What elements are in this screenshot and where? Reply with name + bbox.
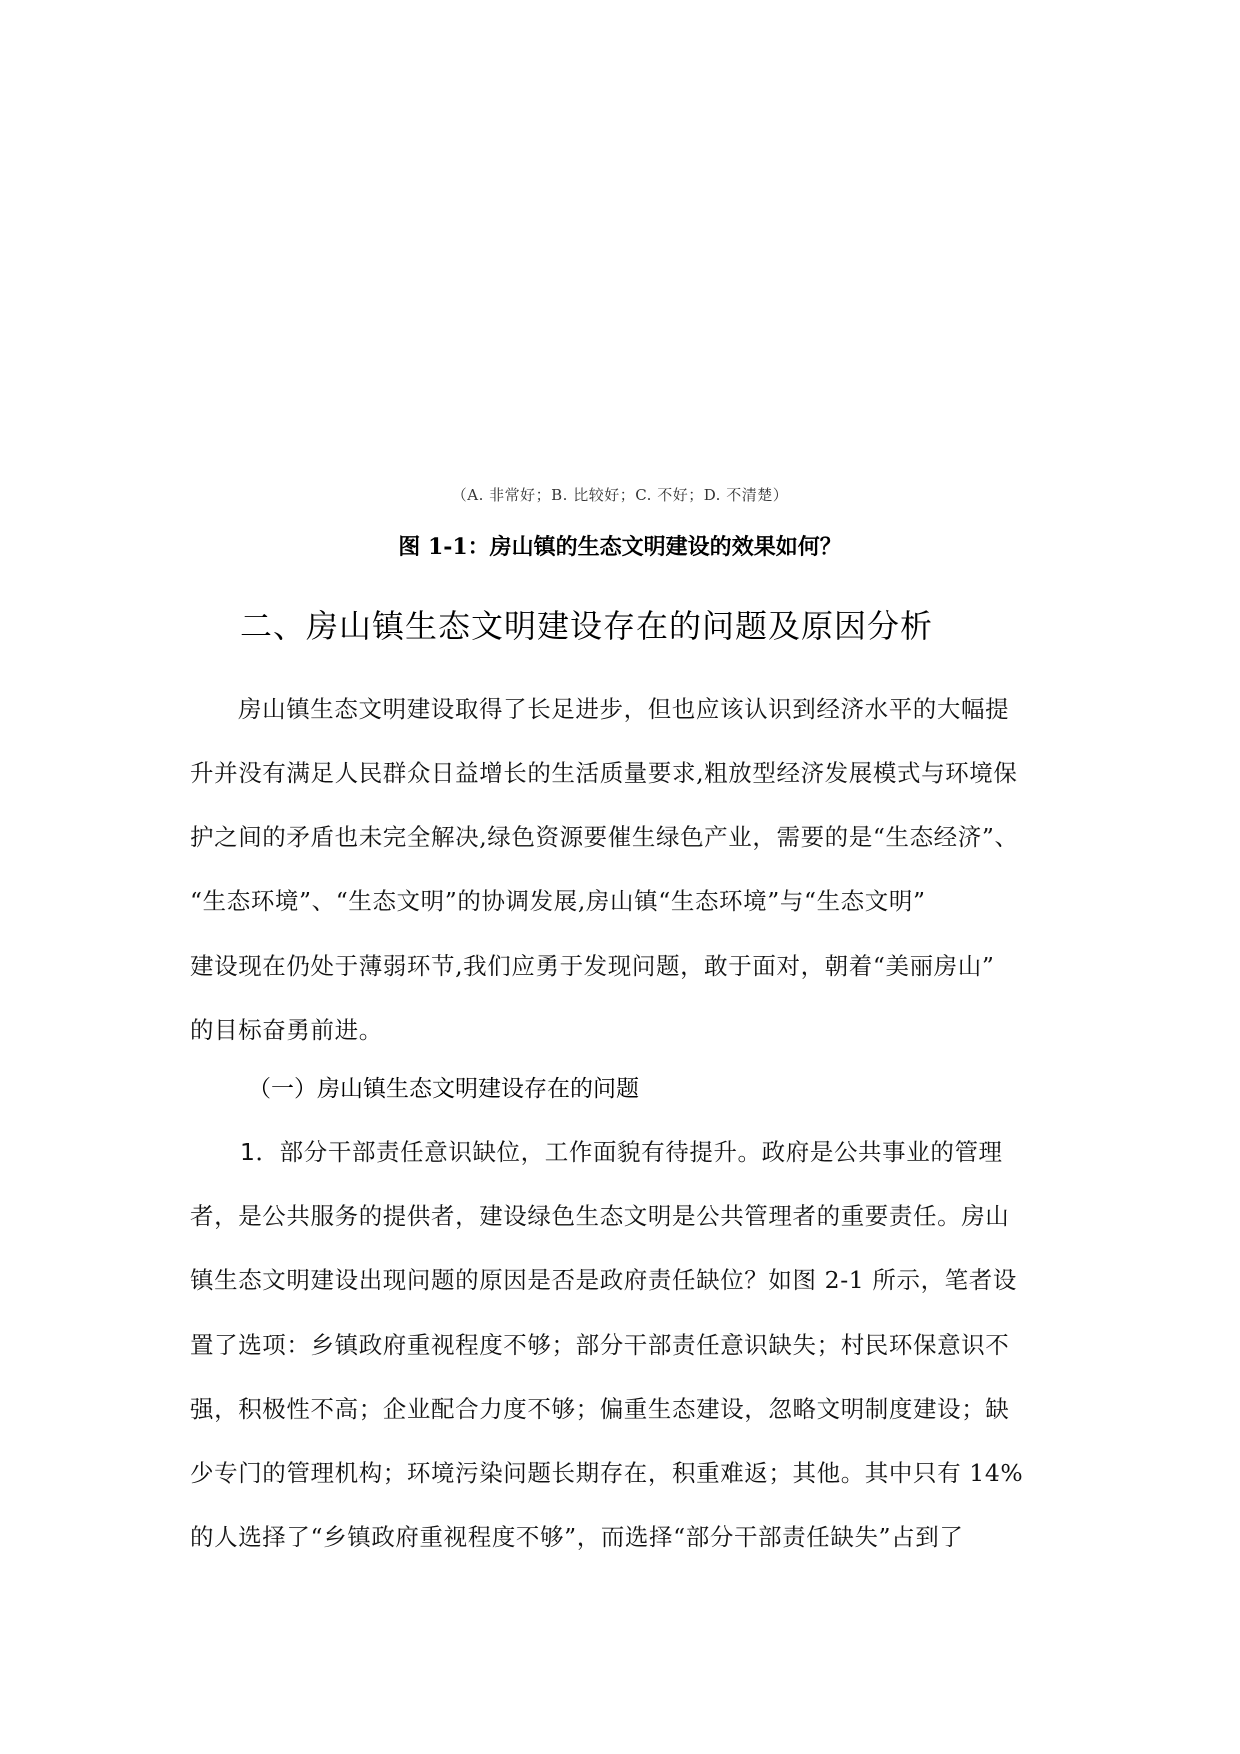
figure-options-note: （A. 非常好；B. 比较好；C. 不好；D. 不清楚） — [451, 486, 789, 504]
paragraph-line: 房山镇生态文明建设取得了长足进步，但也应该认识到经济水平的大幅提 — [238, 695, 1010, 723]
paragraph-line: “生态环境”、“生态文明”的协调发展,房山镇“生态环境”与“生态文明” — [190, 887, 926, 915]
paragraph-line: 升并没有满足人民群众日益增长的生活质量要求,粗放型经济发展模式与环境保 — [190, 759, 1018, 787]
figure-area — [190, 60, 1050, 460]
paragraph-line: 置了选项：乡镇政府重视程度不够；部分干部责任意识缺失；村民环保意识不 — [190, 1331, 1010, 1359]
paragraph-line: 护之间的矛盾也未完全解决,绿色资源要催生绿色产业，需要的是“生态经济”、 — [190, 823, 1019, 851]
paragraph-line: 少专门的管理机构；环境污染问题长期存在，积重难返；其他。其中只有 14% — [190, 1459, 1024, 1487]
figure-title: 图 1-1：房山镇的生态文明建设的效果如何？ — [398, 534, 842, 560]
point-lead: 1．部分干部责任意识缺位，工作面貌有待提升。 — [240, 1138, 762, 1166]
paragraph-line: 建设现在仍处于薄弱环节,我们应勇于发现问题，敢于面对，朝着“美丽房山” — [190, 952, 995, 980]
paragraph-line: 镇生态文明建设出现问题的原因是否是政府责任缺位？如图 2-1 所示，笔者设 — [190, 1266, 1017, 1294]
section-heading: 二、房山镇生态文明建设存在的问题及原因分析 — [240, 607, 934, 645]
paragraph-line: 强，积极性不高；企业配合力度不够；偏重生态建设，忽略文明制度建设；缺 — [190, 1395, 1010, 1423]
paragraph-line: 者，是公共服务的提供者，建设绿色生态文明是公共管理者的重要责任。房山 — [190, 1202, 1010, 1230]
point-first-rest: 政府是公共事业的管理 — [761, 1138, 1003, 1166]
point-first-line — [240, 1136, 1003, 1168]
paragraph-line: 的人选择了“乡镇政府重视程度不够”，而选择“部分干部责任缺失”占到了 — [190, 1523, 964, 1551]
subsection-heading: （一）房山镇生态文明建设存在的问题 — [248, 1076, 639, 1102]
paragraph-line: 的目标奋勇前进。 — [190, 1016, 383, 1044]
